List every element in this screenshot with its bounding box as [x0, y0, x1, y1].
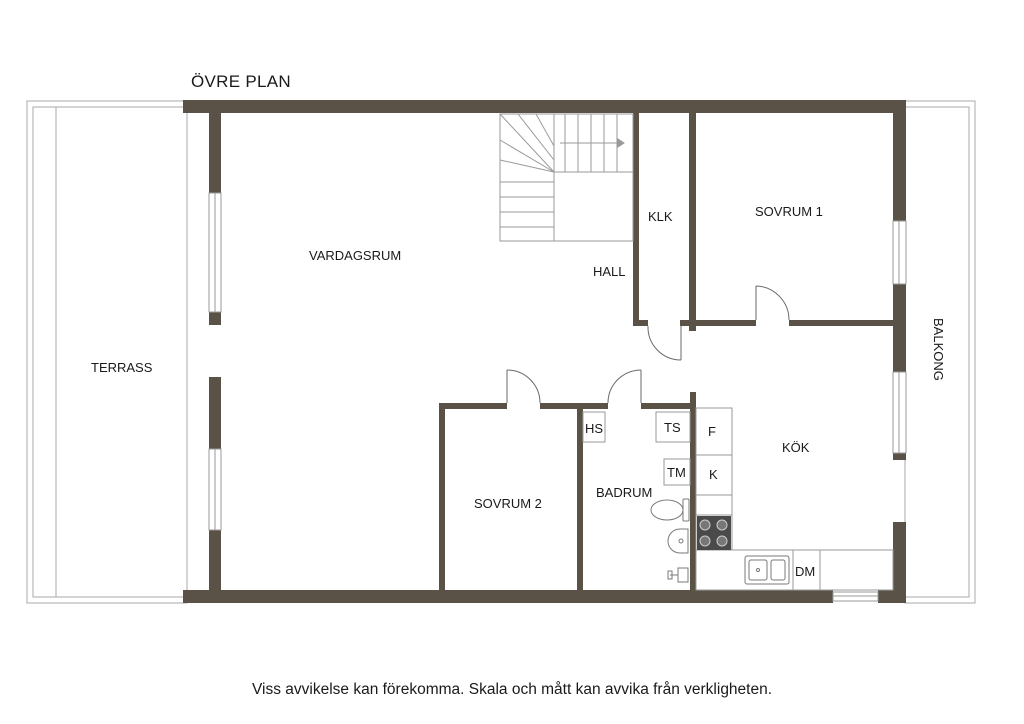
fixture-label-f: F	[708, 424, 716, 439]
kitchen-sink-icon	[745, 556, 789, 584]
disclaimer-text: Viss avvikelse kan förekomma. Skala och mått kan avvika från verkligheten.	[251, 681, 773, 698]
room-label-sovrum1: SOVRUM 1	[755, 204, 823, 219]
stove-icon	[697, 516, 731, 550]
kitchen-counters	[696, 408, 893, 590]
room-label-sovrum2: SOVRUM 2	[474, 496, 542, 511]
toilet-icon	[651, 499, 689, 521]
room-label-klk: KLK	[648, 209, 673, 224]
fixture-label-dm: DM	[795, 564, 816, 579]
room-label-kok: KÖK	[782, 440, 810, 455]
washbasin-icon	[668, 529, 688, 553]
fixture-label-tm: TM	[667, 465, 686, 480]
staircase	[500, 114, 633, 241]
room-label-hall: HALL	[593, 264, 626, 279]
room-label-balkong: BALKONG	[931, 318, 946, 381]
fixture-label-hs: HS	[585, 421, 604, 436]
fixture-label-k: K	[709, 467, 718, 482]
floor-title: ÖVRE PLAN	[191, 72, 292, 91]
interior-walls	[439, 113, 893, 593]
shower-tap-icon	[668, 568, 688, 582]
room-label-badrum: BADRUM	[596, 485, 653, 500]
outer-walls	[183, 100, 906, 603]
doors	[507, 286, 789, 403]
room-label-vardagsrum: VARDAGSRUM	[309, 248, 402, 263]
fixture-label-ts: TS	[664, 420, 681, 435]
terrace-outline	[27, 101, 187, 603]
room-label-terrass: TERRASS	[91, 360, 153, 375]
